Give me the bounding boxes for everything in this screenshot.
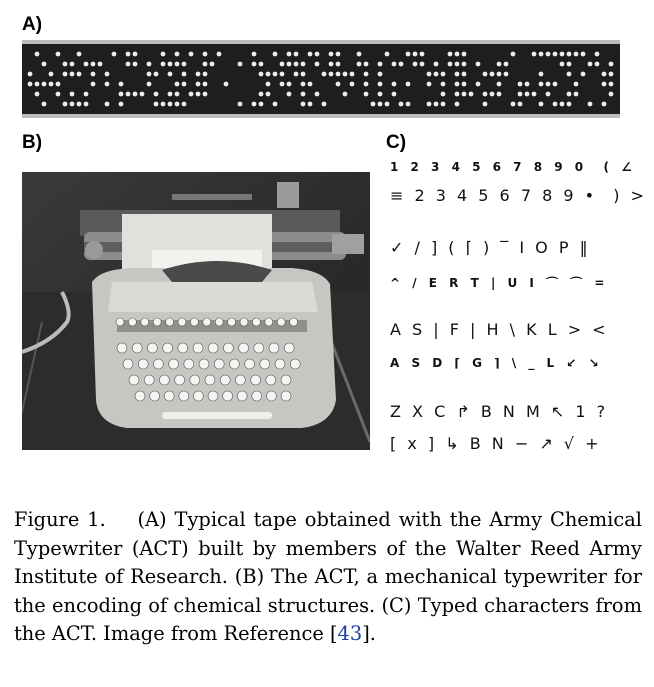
panel-label-c: C) [386, 132, 407, 153]
chars-row-3: ✓ / ] ( ⌈ ) ‾ I O P ‖ [390, 238, 591, 257]
chars-row-8: [ x ] ↳ B N − ↗ √ + [390, 434, 602, 453]
caption-end: ]. [362, 622, 376, 646]
chars-row-5: A S | F | H \ K L > < [390, 320, 609, 339]
panel-label-b: B) [22, 132, 43, 153]
caption-text: Figure 1. (A) Typical tape obtained with the Army Chemical Typewriter (ACT) built by members of the Walter Reed Army Institute of Research. (B) The ACT, a mechanical typewriter for the encoding of chemical structures. (C) Typed characters from the ACT. Image from Reference [ [14, 508, 642, 646]
punched-tape-image [22, 40, 620, 118]
figure-caption [14, 506, 642, 649]
chars-row-4: ^ / E R T | U I ⌒ ⌒ = [390, 276, 609, 290]
reference-link[interactable]: 43 [337, 622, 363, 646]
typewriter-photo [22, 172, 370, 450]
chars-row-2: ≡ 2 3 4 5 6 7 8 9 • ) > [390, 186, 647, 205]
chars-row-6: A S D ⌈ G ⌉ \ _ L ↙ ↘ [390, 356, 603, 370]
chars-row-7: Z X C ↱ B N M ↖ 1 ? [390, 402, 609, 421]
chars-row-1: 1 2 3 4 5 6 7 8 9 0 ( ∠ [390, 160, 636, 174]
panel-label-a: A) [22, 14, 43, 35]
